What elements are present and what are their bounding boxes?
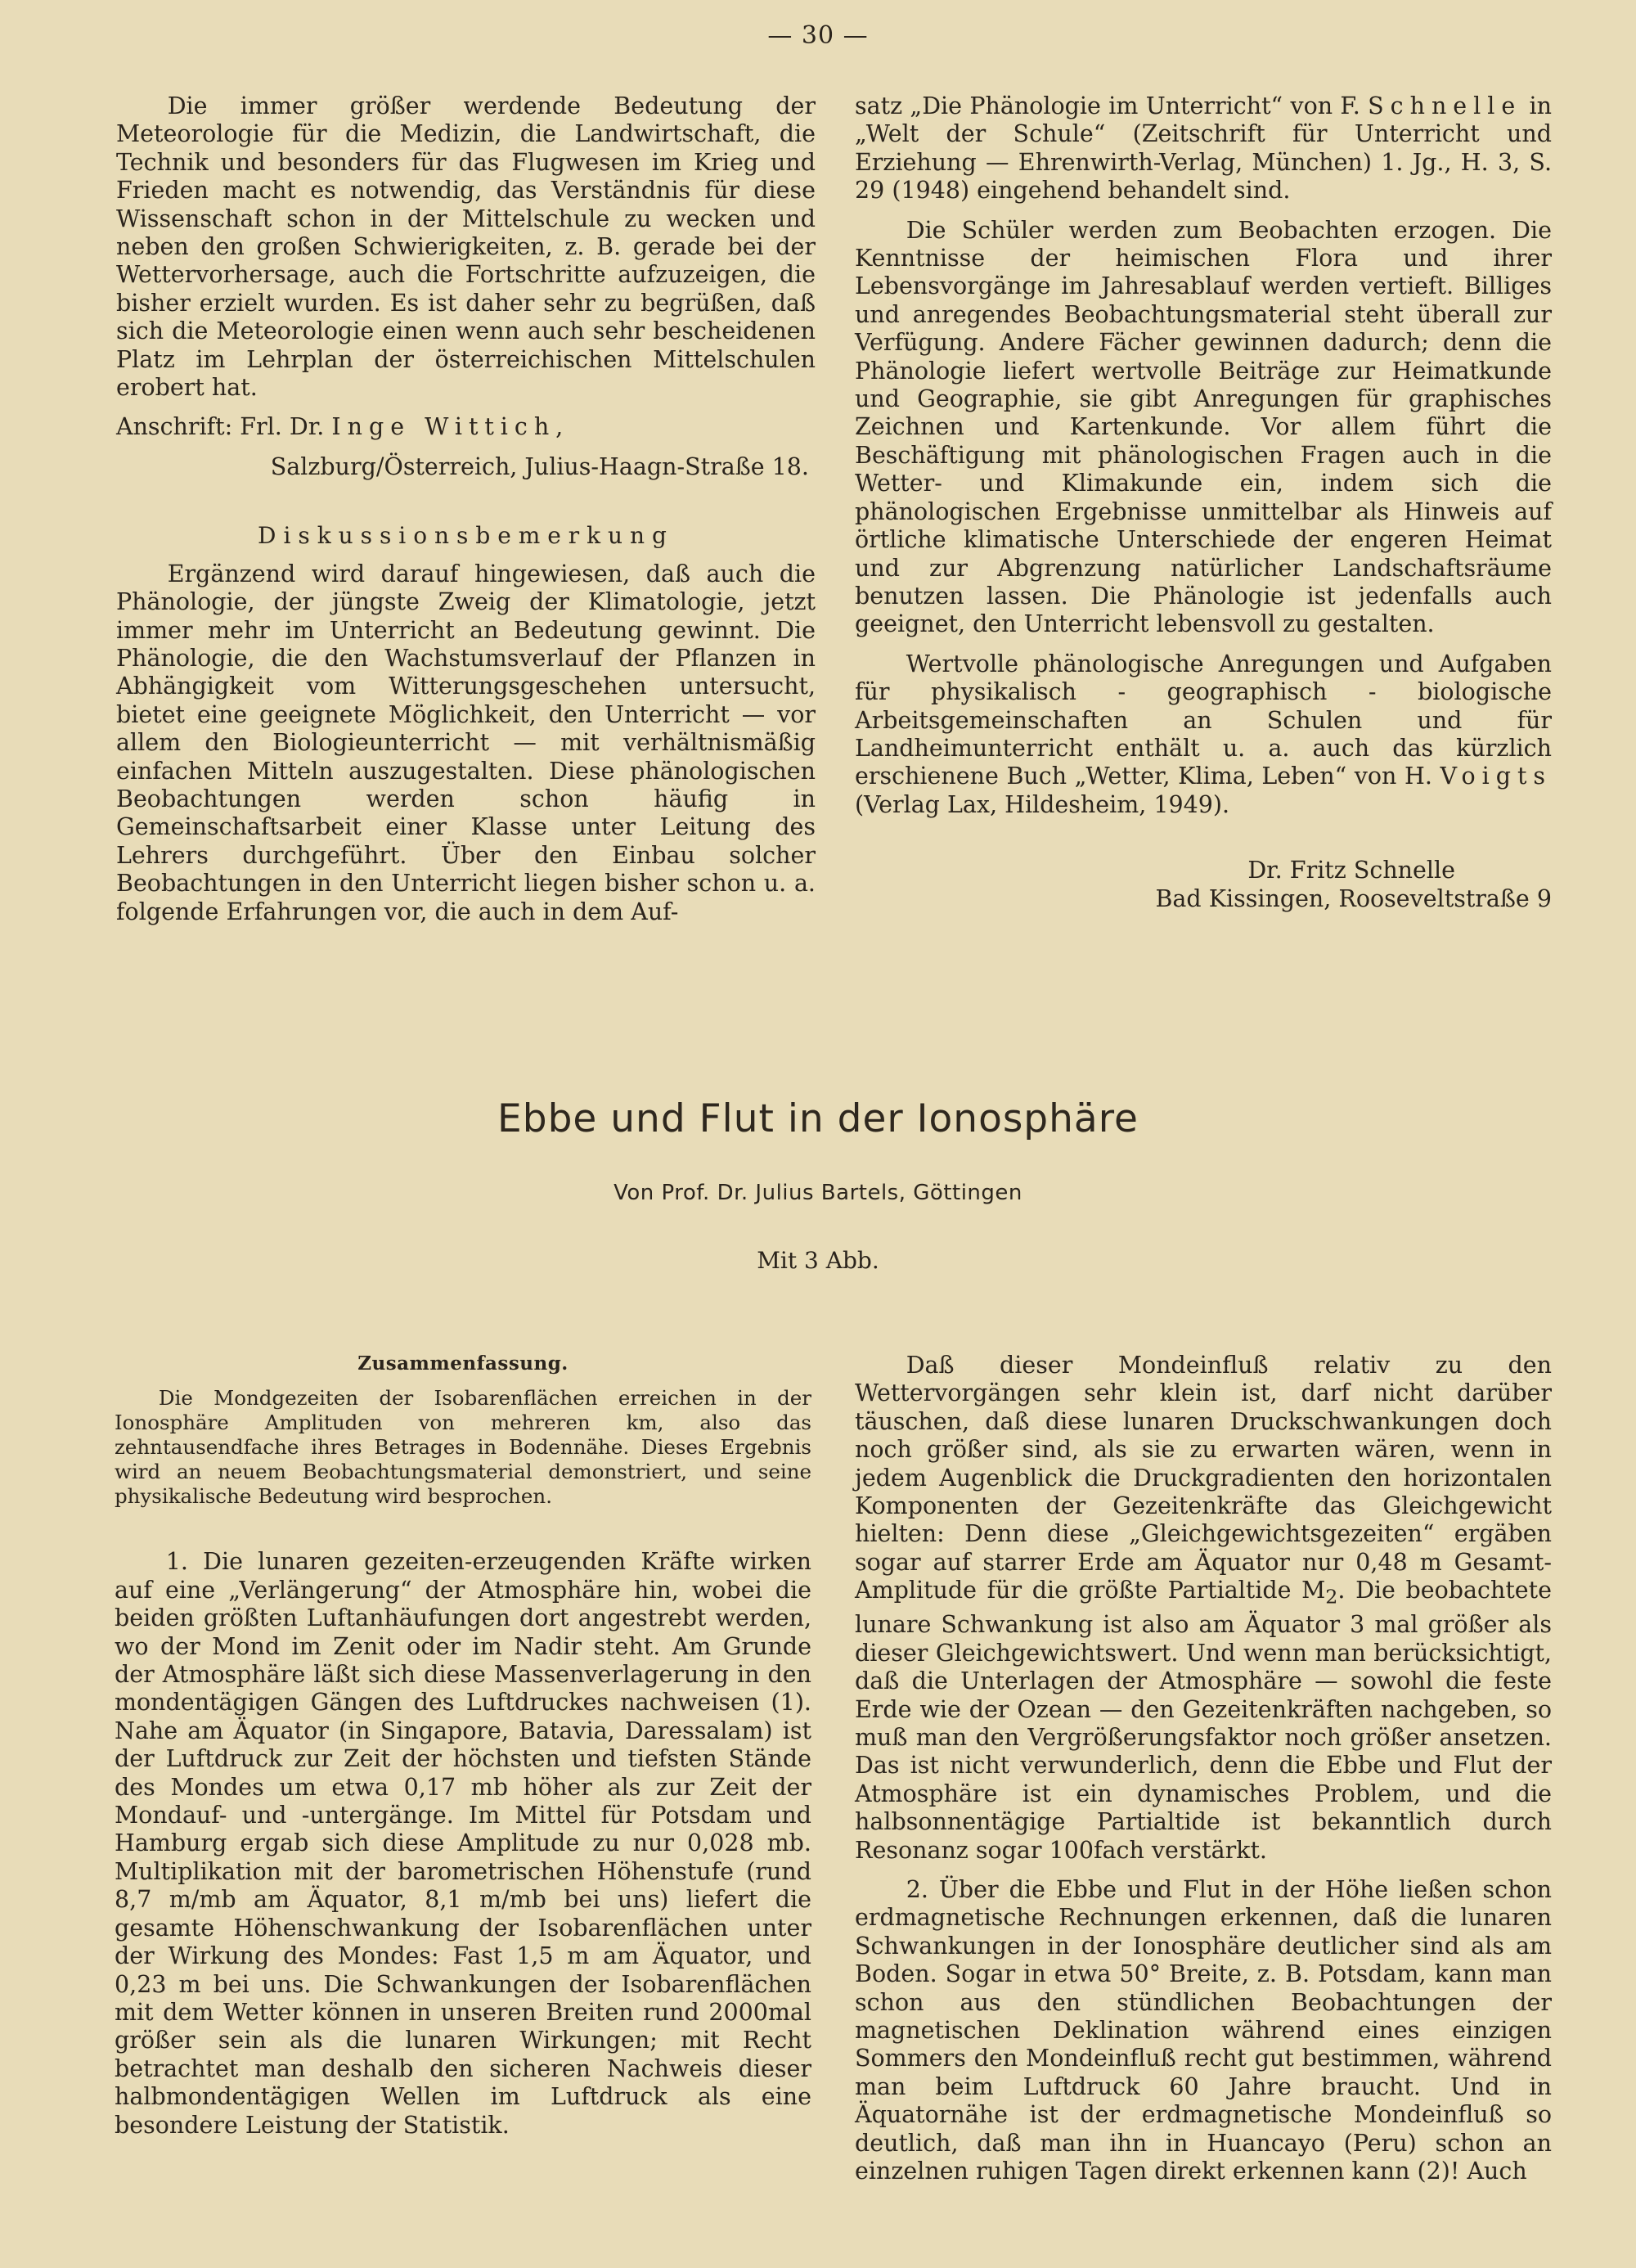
section-2-paragraph: 2. Über die Ebbe und Flut in der Höhe ließen schon erdmagnetische Rechnungen erkennen, daß die lunaren Schwankungen in der Ionosphäre deutlicher sind als am Boden. Sogar in etwa 50° Breite, z. B. Potsdam, kann man schon aus den stündlichen Beobachtungen der magnetischen Deklination während eines einzigen Sommers den Mondeinfluß recht gut bestimmen, während man beim Luftdruck 60 Jahre braucht. Und in Äquatornähe ist der erdmagnetische Mondeinfluß so deutlich, daß man ihn in Huancayo (Peru) schon an einzelnen ruhigen Tagen direkt erkennen kann (2)! Auch <box>855 1876 1552 2185</box>
mond-influence-paragraph: Daß dieser Mondeinfluß relativ zu den Wettervorgängen sehr klein ist, darf nicht darüber täuschen, daß diese lunaren Druckschwankungen doch noch größer sind, als sie zu erwarten wären, wenn in jedem Augenblick die Druckgradienten den horizontalen Komponenten der Gezeitenkräfte das Gleichgewicht hielten: Denn diese „Gleichgewichtsgezeiten“ ergäben sogar auf starrer Erde am Äquator nur 0,48 m Gesamt-Amplitude für die größte Partialtide $M_2$. Die beobachtete lunare Schwankung ist also am Äquator 3 mal größer als dieser Gleichgewichtswert. Und wenn man berücksichtigt, daß die Unterlagen der Atmosphäre — sowohl die feste Erde wie der Ozean — den Gezeitenkräften nachgeben, so muß man den Vergrößerungsfaktor noch größer ansetzen. Das ist nicht verwunderlich, denn die Ebbe und Flut der Atmosphäre ist ein dynamisches Problem, und die halbsonnentägige Partialtide ist bekanntlich durch Resonanz sogar 100fach verstärkt. <box>855 1352 1552 1864</box>
author-address <box>116 413 816 481</box>
top-right-column <box>855 92 1552 913</box>
phenology-paragraph: Die Schüler werden zum Beobachten erzogen. Die Kenntnisse der heimischen Flora und ihrer Lebensvorgänge im Jahresablauf werden vertieft. Billiges und anregendes Beobachtungsmaterial steht überall zur Verfügung. Andere Fächer gewinnen dadurch; denn die Phänologie liefert wertvolle Beiträge zur Heimatkunde und Geographie, sie gibt Anregungen für graphisches Zeichnen und Kartenkunde. Vor allem führt die Beschäftigung mit phänologischen Fragen auch in die Wetter- und Klimakunde ein, indem sich die phänologischen Ergebnisse unmittelbar als Hinweis auf örtliche klimatische Unterschiede der engeren Heimat und zur Abgrenzung natürlicher Landschaftsräume benutzen lassen. Die Phänologie ist jedenfalls auch geeignet, den Unterricht lebensvoll zu gestalten. <box>855 216 1552 638</box>
page-number: — 30 — <box>767 21 869 50</box>
discussion-heading: Diskussionsbemerkung <box>258 522 674 550</box>
discussion-paragraph: Ergänzend wird darauf hingewiesen, daß auch die Phänologie, der jüngste Zweig der Klimatologie, jetzt immer mehr im Unterricht an Bedeutung gewinnt. Die Phänologie, die den Wachstumsverlauf der Pflanzen in Abhängigkeit vom Witterungsgeschehen untersucht, bietet eine geeignete Möglichkeit, den Unterricht — vor allem den Biologieunterricht — mit verhältnismäßig einfachen Mitteln auszugestalten. Diese phänologischen Beobachtungen werden schon häufig in Gemeinschaftsarbeit einer Klasse unter Leitung des Lehrers durchgeführt. Über den Einbau solcher Beobachtungen in den Unterricht liegen bisher schon u. a. folgende Erfahrungen vor, die auch in dem Auf- <box>116 560 816 925</box>
signature-name: Dr. Fritz Schnelle <box>1247 857 1455 884</box>
summary-text: Die Mondgezeiten der Isobarenflächen erreichen in der Ionosphäre Amplituden von mehreren km, also das zehntausendfache ihres Betrages in Bodennähe. Dieses Ergebnis wird an neuem Beobachtungsmaterial demonstriert, und seine physikalische Bedeutung wird besprochen. <box>115 1386 811 1509</box>
book-author: Voigts <box>1440 763 1552 790</box>
article-right-column <box>855 1352 1552 2185</box>
article-left-column <box>115 1350 811 2140</box>
author-name: Inge Wittich, <box>331 413 570 441</box>
top-left-column <box>116 92 816 926</box>
signature-block <box>855 857 1552 913</box>
partial-tide-subscript: 2 <box>1325 1585 1338 1609</box>
article-byline: Von Prof. Dr. Julius Bartels, Göttingen <box>614 1181 1022 1205</box>
figures-note: Mit 3 Abb. <box>757 1247 879 1274</box>
address-line: Salzburg/Österreich, Julius-Haagn-Straße 18. <box>270 452 809 480</box>
section-1-paragraph: 1. Die lunaren gezeiten-erzeugenden Kräfte wirken auf eine „Verlängerung“ der Atmosphäre hin, wobei die beiden größten Luftanhäufungen dort angestrebt werden, wo der Mond im Zenit oder im Nadir steht. Am Grunde der Atmosphäre läßt sich diese Massenverlagerung in den mondentägigen Gängen des Luftdruckes nachweisen (1). Nahe am Äquator (in Singapore, Batavia, Daressalam) ist der Luftdruck zur Zeit der höchsten und tiefsten Stände des Mondes um etwa 0,17 mb höher als zur Zeit der Mondauf- und -untergänge. Im Mittel für Potsdam und Hamburg ergab sich diese Amplitude zu nur 0,028 mb. Multiplikation mit der barometrischen Höhenstufe (rund 8,7 m/mb am Äquator, 8,1 m/mb bei uns) liefert die gesamte Höhenschwankung der Isobarenflächen unter der Wirkung des Mondes: Fast 1,5 m am Äquator, und 0,23 m bei uns. Die Schwankungen der Isobarenflächen mit dem Wetter können in unseren Breiten rund 2000mal größer sein als die lunaren Wirkungen; mit Recht betrachtet man deshalb den sicheren Nachweis dieser halbmondentägigen Wellen im Luftdruck als eine besondere Leistung der Statistik. <box>115 1548 811 2139</box>
article-title: Ebbe und Flut in der Ionosphäre <box>497 1096 1139 1141</box>
resources-paragraph: Wertvolle phänologische Anregungen und Aufgaben für physikalisch - geographisch - biologische Arbeitsgemeinschaften an Schulen und für Landheimunterricht enthält u. a. auch das kürzlich erschienene Buch „Wetter, Klima, Leben“ von H. Voigts (Verlag Lax, Hildesheim, 1949). <box>855 650 1552 818</box>
address-label: Anschrift: Frl. Dr. <box>116 413 325 441</box>
signature-address: Bad Kissingen, Rooseveltstraße 9 <box>1155 884 1552 912</box>
continuation-paragraph: satz „Die Phänologie im Unterricht“ von F. Schnelle in „Welt der Schule“ (Zeitschrift für Unterricht und Erziehung — Ehrenwirth-Verlag, München) 1. Jg., H. 3, S. 29 (1948) eingehend behandelt sind. <box>855 92 1552 205</box>
summary-heading: Zusammenfassung. <box>357 1352 569 1375</box>
intro-paragraph: Die immer größer werdende Bedeutung der Meteorologie für die Medizin, die Landwirtschaft, die Technik und besonders für das Flugwesen im Krieg und Frieden macht es notwendig, das Verständnis für diese Wissenschaft schon in der Mittelschule zu wecken und neben den großen Schwierigkeiten, z. B. gerade bei der Wettervorhersage, auch die Fortschritte aufzuzeigen, die bisher erzielt wurden. Es ist daher sehr zu begrüßen, daß sich die Meteorologie einen wenn auch sehr bescheidenen Platz im Lehrplan der österreichischen Mittelschulen erobert hat. <box>116 92 816 402</box>
cited-author: Schnelle <box>1368 92 1522 119</box>
